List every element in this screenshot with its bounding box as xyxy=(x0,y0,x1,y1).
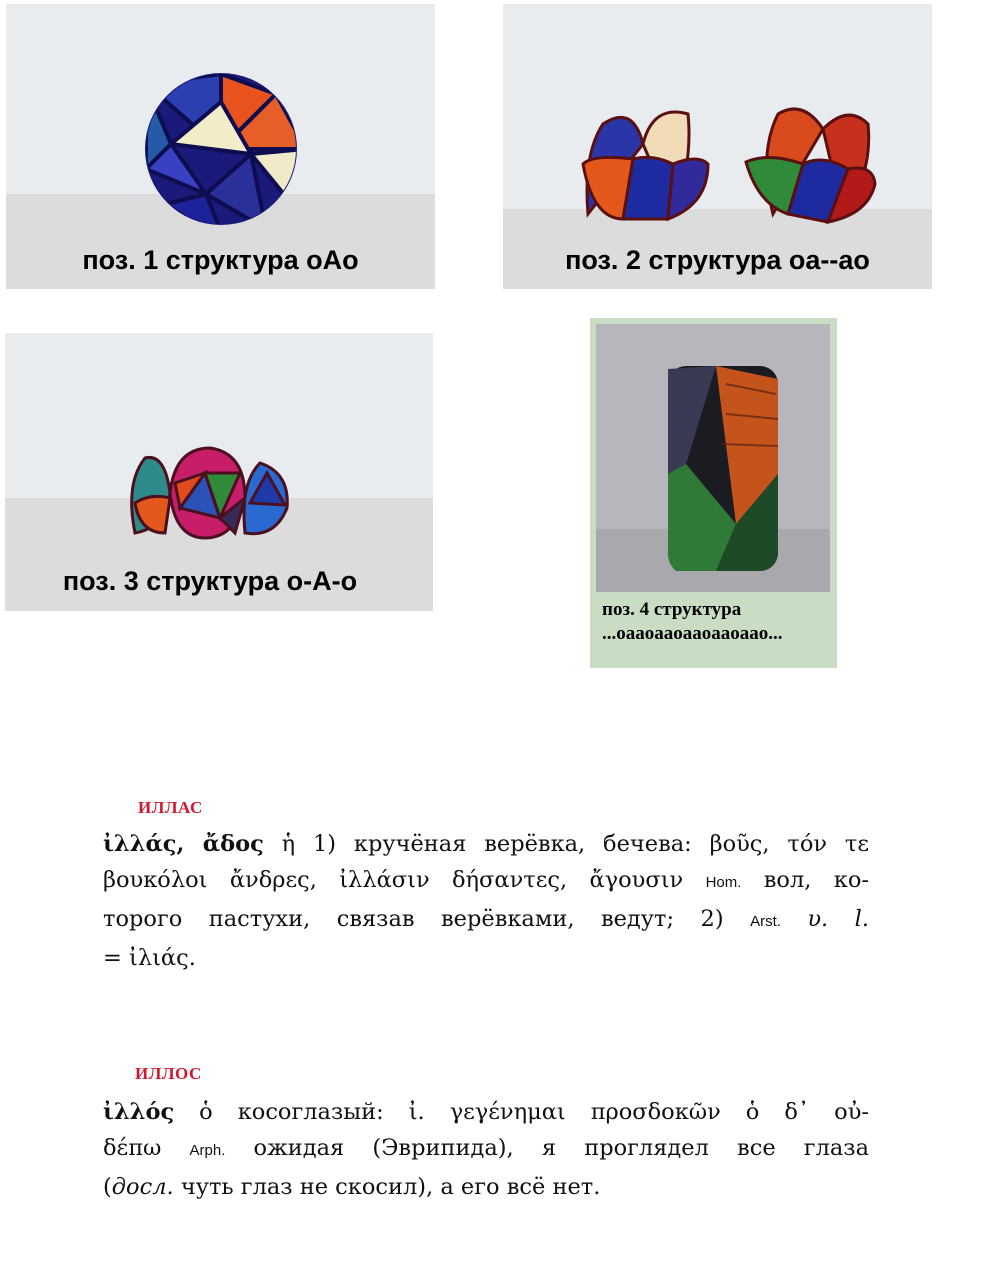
chain-model-o-a-o xyxy=(5,333,433,563)
entry-heading: ИЛЛОС xyxy=(135,1064,202,1083)
caption-line: ...оааоааоааоааоаао... xyxy=(602,623,783,644)
entry-line xyxy=(103,901,869,940)
entry-line xyxy=(103,1169,869,1205)
photo-caption: поз. 1 структура оАо xyxy=(82,245,359,275)
ball-model-ooo xyxy=(6,4,435,244)
dictionary-entry xyxy=(103,826,869,976)
source-abbr: Arph. xyxy=(189,1142,226,1159)
entry-line xyxy=(103,826,869,862)
photo-position-3 xyxy=(5,333,433,611)
entry-line xyxy=(103,862,869,901)
photo-caption: поз. 3 структура о-А-о xyxy=(62,566,358,596)
headword: ἰλλάς, ἄδος xyxy=(103,831,264,857)
tube-model xyxy=(596,324,830,592)
photo-position-1 xyxy=(6,4,435,289)
caption-line: поз. 4 структура xyxy=(602,599,742,620)
entry-text: = ἰλιάς. xyxy=(103,945,196,971)
entry-text: ( xyxy=(103,1174,112,1200)
source-abbr: Arst. xyxy=(750,913,781,930)
headword: ἰλλός xyxy=(103,1099,175,1125)
dictionary-entry xyxy=(103,1094,869,1205)
entry-text: υ. l. xyxy=(780,906,870,932)
entry-heading: ИЛЛАС xyxy=(138,798,203,817)
source-abbr: Hom. xyxy=(705,874,742,891)
photo-caption xyxy=(602,598,783,646)
entry-line xyxy=(103,1130,869,1169)
entry-text: δέπω xyxy=(103,1135,162,1161)
entry-text: ἡ 1) кручёная верёвка, бечева: βοῦς, τόν τε xyxy=(263,831,869,857)
entry-text: ожидая (Эврипида), я проглядел все глаза xyxy=(225,1135,869,1161)
entry-line xyxy=(103,1094,869,1130)
entry-text: ὁ косоглазый: ἰ. γεγένημαι προσδοκῶν ὁ δ᾽ οὐ- xyxy=(174,1099,869,1125)
entry-text: вол, ко- xyxy=(741,867,869,893)
entry-text: досл. xyxy=(111,1174,174,1200)
split-model-oa-ao xyxy=(503,4,932,244)
entry-line xyxy=(103,940,869,976)
photo-background xyxy=(596,324,830,592)
entry-text: βουκόλοι ἄνδρες, ἰλλάσιν δήσαντες, ἄγουσιν xyxy=(103,867,684,893)
photo-caption: поз. 2 структура оа--ао xyxy=(565,245,870,275)
photo-position-4 xyxy=(590,318,837,668)
photo-position-2 xyxy=(503,4,932,289)
entry-text: чуть глаз не скосил), а его всё нет. xyxy=(173,1174,601,1200)
entry-text: торого пастухи, связав верёвками, ведут; 2) xyxy=(103,906,724,932)
